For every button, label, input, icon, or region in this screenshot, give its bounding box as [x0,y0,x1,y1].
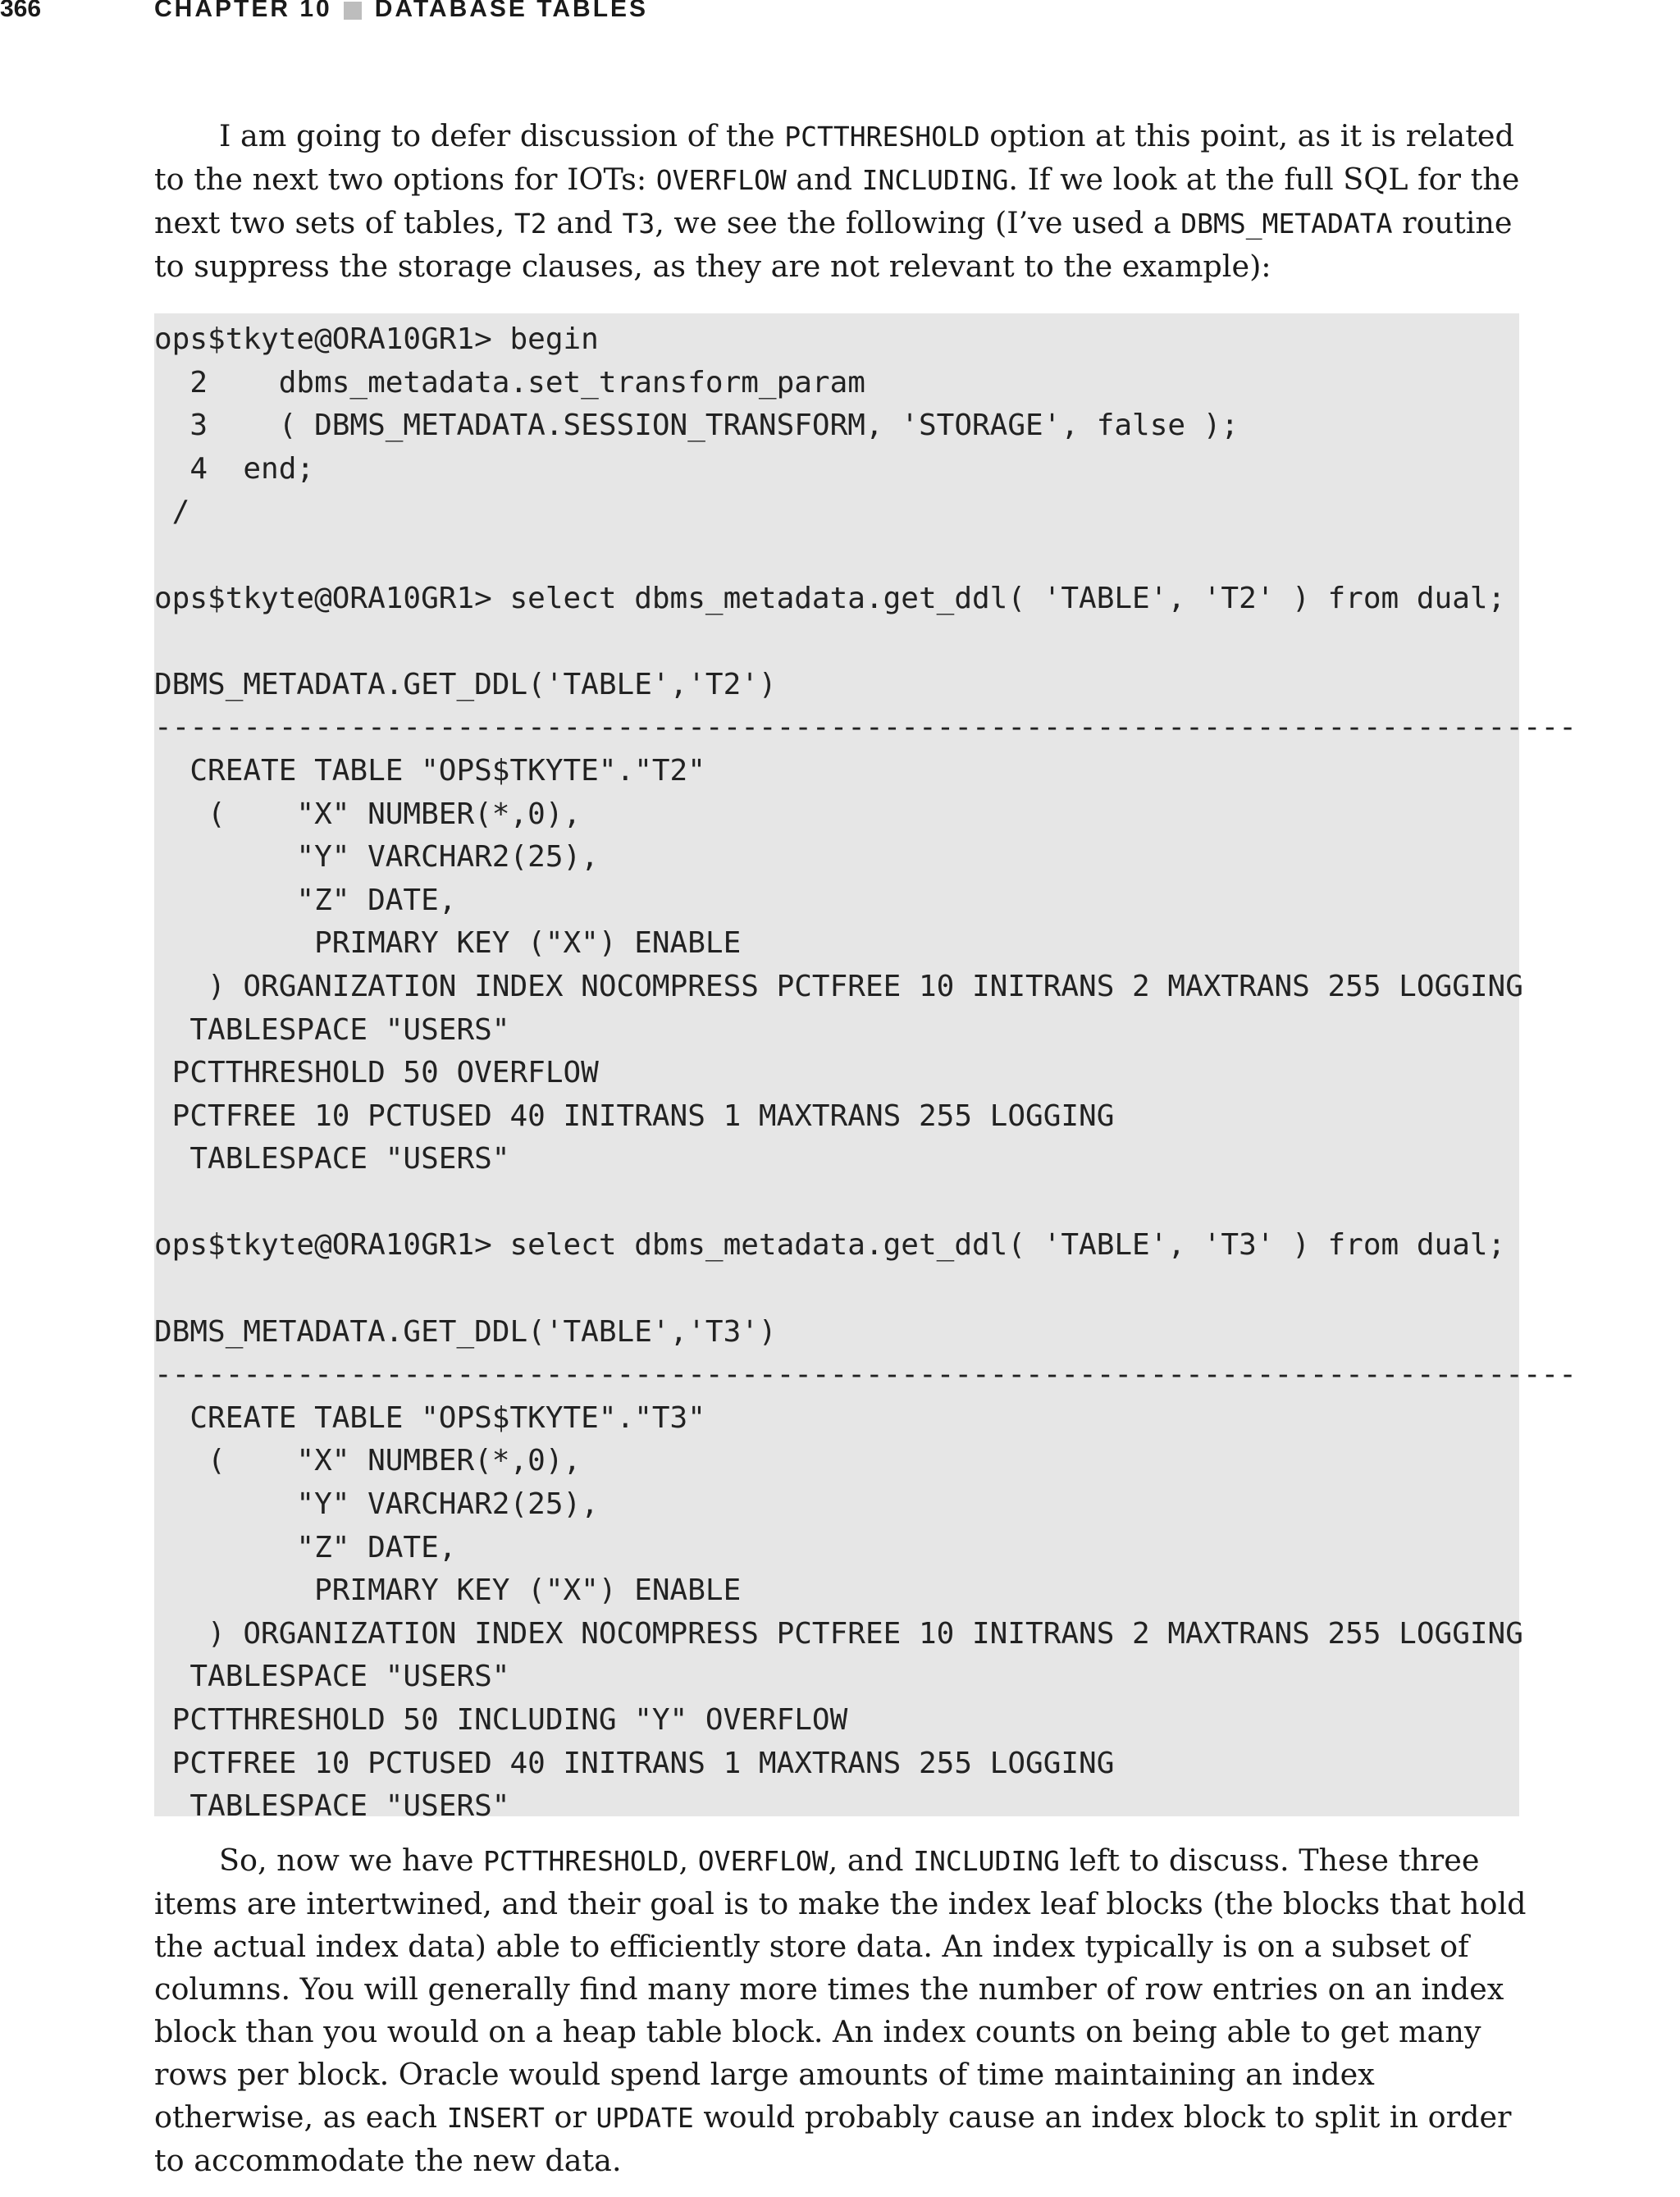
running-head [0,0,1680,33]
text-run: So, now we have [219,1843,484,1878]
code-line: "Z" DATE, [154,1530,457,1564]
code-line: DBMS_METADATA.GET_DDL('TABLE','T2') [154,667,777,701]
text-run: or [544,2099,596,2135]
code-line: ops$tkyte@ORA10GR1> begin [154,322,599,356]
separator-square-icon [344,2,362,20]
code-line: ( "X" NUMBER(*,0), [154,1444,582,1478]
code-line [154,534,1577,578]
inline-code: DBMS_METADATA [1180,208,1393,240]
inline-code: UPDATE [596,2102,694,2134]
inline-code: PCTTHRESHOLD [784,121,980,153]
code-line: / [154,495,190,529]
code-line [154,1268,1577,1311]
code-line: PCTTHRESHOLD 50 INCLUDING "Y" OVERFLOW [154,1703,848,1737]
code-line: "Y" VARCHAR2(25), [154,840,599,875]
text-run: I am going to defer discussion of the [219,118,785,153]
code-line: DBMS_METADATA.GET_DDL('TABLE','T3') [154,1314,777,1349]
code-line: PCTFREE 10 PCTUSED 40 INITRANS 1 MAXTRANS 255 LOGGING [154,1098,1115,1133]
code-line: 4 end; [154,451,315,486]
page-number: 366 [0,0,42,22]
code-line: TABLESPACE "USERS" [154,1660,510,1694]
inline-code: INCLUDING [861,164,1009,196]
chapter-heading [154,0,648,23]
code-line: "Z" DATE, [154,883,457,917]
text-run: . If we look at the full SQL for the next two sets of tables, [154,162,1520,240]
text-run: routine to suppress the storage clauses, as they are not relevant to the example): [154,205,1513,284]
chapter-number: CHAPTER 10 [154,0,332,22]
code-listing [154,313,1577,1824]
inline-code: T3 [622,208,655,240]
inline-code: OVERFLOW [655,164,787,196]
code-line: ) ORGANIZATION INDEX NOCOMPRESS PCTFREE 10 INITRANS 2 MAXTRANS 255 LOGGING [154,1616,1523,1651]
code-line: TABLESPACE "USERS" [154,1142,510,1176]
code-line: ops$tkyte@ORA10GR1> select dbms_metadata.get_ddl( 'TABLE', 'T2' ) from dual; [154,581,1506,615]
code-line: TABLESPACE "USERS" [154,1789,510,1824]
text-run: would probably cause an index block to split in order to accommodate the new data. [154,2099,1512,2178]
code-line: ops$tkyte@ORA10GR1> select dbms_metadata.get_ddl( 'TABLE', 'T3' ) from dual; [154,1228,1506,1263]
code-line: "Y" VARCHAR2(25), [154,1487,599,1522]
chapter-title: DATABASE TABLES [374,0,649,22]
code-line: TABLESPACE "USERS" [154,1012,510,1047]
outro-paragraph [154,1839,1532,2182]
code-line: PCTFREE 10 PCTUSED 40 INITRANS 1 MAXTRANS 255 LOGGING [154,1746,1115,1780]
code-line: PRIMARY KEY ("X") ENABLE [154,1574,742,1608]
code-line [154,620,1577,664]
code-line: PCTTHRESHOLD 50 OVERFLOW [154,1056,599,1090]
code-line: CREATE TABLE "OPS$TKYTE"."T2" [154,753,705,788]
code-line: 2 dbms_metadata.set_transform_param [154,365,865,400]
inline-code: T2 [514,208,547,240]
code-line: CREATE TABLE "OPS$TKYTE"."T3" [154,1400,705,1435]
code-lines [154,318,1577,1829]
inline-code: OVERFLOW [697,1845,829,1877]
text-run: option at this point, as it is related to the next two options for IOTs: [154,118,1514,197]
inline-code: INCLUDING [913,1845,1060,1877]
code-line: ( "X" NUMBER(*,0), [154,797,582,831]
text-run: and [546,205,623,240]
code-line [154,1181,1577,1225]
code-line: -------------------------------------------------------------------------------- [154,1358,1577,1392]
text-run: , [678,1843,698,1878]
inline-code: PCTTHRESHOLD [483,1845,679,1877]
code-line: 3 ( DBMS_METADATA.SESSION_TRANSFORM, 'STORAGE', false ); [154,409,1239,443]
text-run: and [786,162,862,197]
text-run: left to discuss. These three items are intertwined, and their goal is to make the index leaf blocks (the blocks that hold the actual index data) able to efficiently store data. An index typically is on a subset of columns. You will generally find many more times the number of row entries on an index block than you would on a heap table block. An index counts on being able to get many rows per block. Oracle would spend large amounts of time maintaining an index otherwise, as each [154,1843,1527,2135]
inline-code: INSERT [446,2102,545,2134]
text-run: , and [828,1843,914,1878]
code-line: ) ORGANIZATION INDEX NOCOMPRESS PCTFREE 10 INITRANS 2 MAXTRANS 255 LOGGING [154,969,1523,1003]
text-run: , we see the following (I’ve used a [655,205,1181,240]
intro-paragraph [154,115,1532,288]
code-line: -------------------------------------------------------------------------------- [154,710,1577,745]
code-line: PRIMARY KEY ("X") ENABLE [154,926,742,961]
